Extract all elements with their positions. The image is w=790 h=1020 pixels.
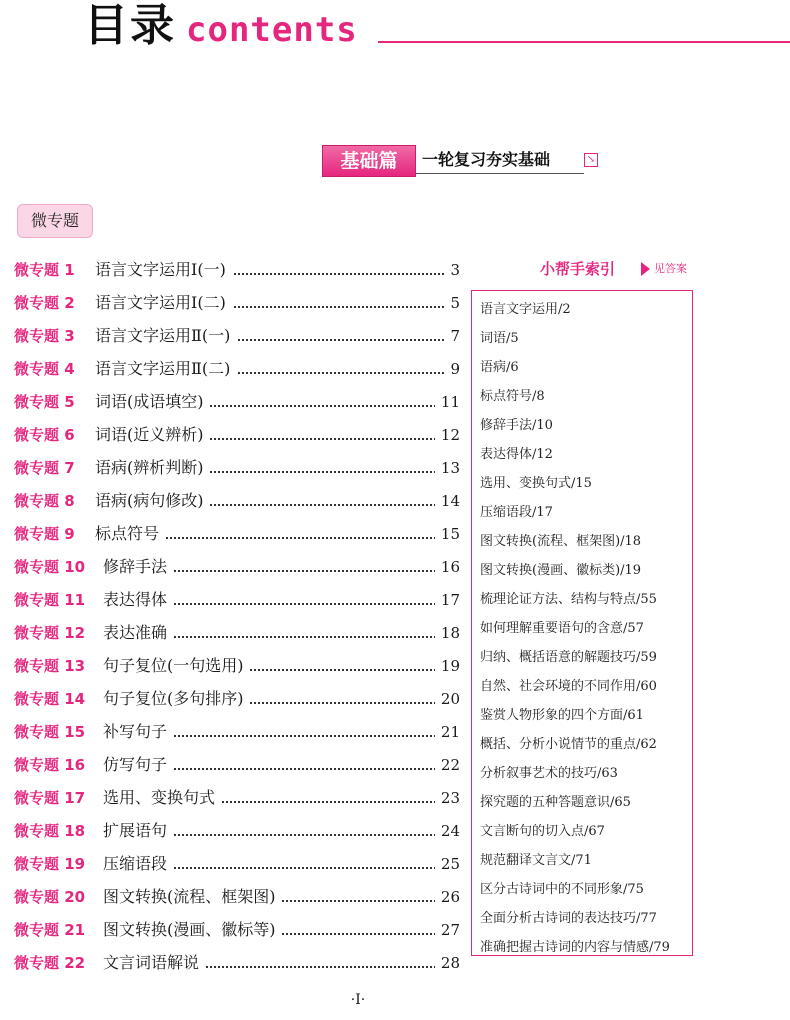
toc-number: 微专题 3 [14,327,75,345]
toc-title: 语病(辨析判断) [95,457,210,479]
toc-page: 22 [435,754,460,776]
toc-title: 图文转换(漫画、徽标等) [103,919,282,941]
helper-index-item[interactable]: 区分古诗词中的不同形象/75 [480,882,644,897]
toc-title: 表达得体 [103,589,173,611]
helper-index-item[interactable]: 压缩语段/17 [480,505,553,520]
toc-number: 微专题 12 [14,624,86,642]
section-banner [322,145,602,177]
toc-number: 微专题 11 [14,591,86,609]
toc-page: 13 [435,457,460,479]
toc-title: 词语(成语填空) [95,391,210,413]
toc-page: 12 [435,424,460,446]
toc-page: 28 [435,952,460,974]
toc-row[interactable] [14,389,460,422]
toc-number: 微专题 4 [14,360,75,378]
toc-row[interactable] [14,686,460,719]
helper-index-title: 小帮手索引 [540,260,616,278]
helper-index-item[interactable]: 图文转换(流程、框架图)/18 [480,534,642,549]
toc-row[interactable] [14,554,460,587]
page-header [0,0,790,60]
helper-index-item[interactable]: 文言断句的切入点/67 [480,824,605,839]
toc-number: 微专题 17 [14,789,86,807]
helper-index-item[interactable]: 语言文字运用/2 [480,302,571,317]
toc-title: 图文转换(流程、框架图) [103,886,282,908]
helper-index-item[interactable]: 修辞手法/10 [480,418,553,433]
toc-number: 微专题 13 [14,657,86,675]
toc-title: 修辞手法 [103,556,173,578]
helper-index-item[interactable]: 规范翻译文言文/71 [480,853,592,868]
helper-index-box [471,290,693,956]
toc-number: 微专题 15 [14,723,86,741]
toc-page: 19 [435,655,460,677]
helper-index-item[interactable]: 自然、社会环境的不同作用/60 [480,679,657,694]
toc-number: 微专题 21 [14,921,86,939]
toc-title: 句子复位(一句选用) [103,655,250,677]
toc-row[interactable] [14,521,460,554]
toc-title: 表达准确 [103,622,173,644]
toc-page: 5 [444,292,460,314]
toc-page: 15 [435,523,460,545]
toc-title: 选用、变换句式 [103,787,221,809]
see-answer-link[interactable] [641,261,687,277]
helper-index-item[interactable]: 选用、变换句式/15 [480,476,592,491]
toc-number: 微专题 1 [14,261,75,279]
page-number: ·Ⅰ· [350,992,366,1008]
toc-number: 微专题 16 [14,756,86,774]
toc-title: 语言文字运用Ⅱ(一) [95,325,236,347]
toc-title: 语病(病句修改) [95,490,210,512]
toc-row[interactable] [14,488,460,521]
toc-page: 3 [444,259,460,281]
section-subtitle: 一轮复习夯实基础 [422,150,551,169]
toc-page: 20 [435,688,460,710]
see-answer-label: 见答案 [654,262,687,275]
helper-index-item[interactable]: 表达得体/12 [480,447,553,462]
helper-index-item[interactable]: 语病/6 [480,360,519,375]
toc-title: 语言文字运用Ⅰ(一) [95,259,232,281]
play-arrow-icon [641,262,650,276]
page-title: 目录 [84,0,176,51]
toc-row[interactable] [14,851,460,884]
toc-title: 语言文字运用Ⅱ(二) [95,358,236,380]
toc-number: 微专题 14 [14,690,86,708]
helper-index-item[interactable]: 分析叙事艺术的技巧/63 [480,766,618,781]
toc-title: 词语(近义辨析) [95,424,210,446]
toc-page: 27 [435,919,460,941]
toc-page: 11 [435,391,460,413]
toc-row[interactable] [14,884,460,917]
helper-index-item[interactable]: 梳理论证方法、结构与特点/55 [480,592,657,607]
toc-number: 微专题 7 [14,459,75,477]
toc-page: 21 [435,721,460,743]
toc-number: 微专题 18 [14,822,86,840]
helper-index-item[interactable]: 概括、分析小说情节的重点/62 [480,737,657,752]
toc-title: 补写句子 [103,721,173,743]
toc-number: 微专题 10 [14,558,86,576]
toc-number: 微专题 22 [14,954,86,972]
header-rule [378,41,790,43]
helper-index-item[interactable]: 归纳、概括语意的解题技巧/59 [480,650,657,665]
helper-index-item[interactable]: 图文转换(漫画、徽标类)/19 [480,563,642,578]
toc-row[interactable] [14,257,460,290]
section-underline [416,173,584,174]
toc-number: 微专题 6 [14,426,75,444]
toc-row[interactable] [14,917,460,950]
toc-page: 26 [435,886,460,908]
toc-page: 16 [435,556,460,578]
toc-number: 微专题 2 [14,294,75,312]
toc-row[interactable] [14,356,460,389]
helper-index-item[interactable]: 词语/5 [480,331,519,346]
toc-page: 14 [435,490,460,512]
page-title-en: contents [186,10,358,50]
helper-index-item[interactable]: 鉴赏人物形象的四个方面/61 [480,708,644,723]
toc-title: 压缩语段 [103,853,173,875]
toc-title: 扩展语句 [103,820,173,842]
toc-row[interactable] [14,422,460,455]
toc-row[interactable] [14,752,460,785]
helper-index-item[interactable]: 探究题的五种答题意识/65 [480,795,631,810]
toc-row[interactable] [14,290,460,323]
toc-page: 7 [444,325,460,347]
toc-row[interactable] [14,818,460,851]
toc-page: 24 [435,820,460,842]
toc-row[interactable] [14,719,460,752]
toc-number: 微专题 5 [14,393,75,411]
toc-row[interactable] [14,785,460,818]
micro-topic-tag: 微专题 [17,204,93,238]
toc-row[interactable] [14,950,460,983]
helper-index-item[interactable]: 全面分析古诗词的表达技巧/77 [480,911,657,926]
toc-page: 18 [435,622,460,644]
toc-page: 25 [435,853,460,875]
helper-index-item[interactable]: 准确把握古诗词的内容与情感/79 [480,940,670,955]
toc-number: 微专题 19 [14,855,86,873]
toc-page: 9 [444,358,460,380]
toc-title: 语言文字运用Ⅰ(二) [95,292,232,314]
toc-row[interactable] [14,455,460,488]
helper-index-item[interactable]: 标点符号/8 [480,389,545,404]
helper-index-item[interactable]: 如何理解重要语句的含意/57 [480,621,644,636]
toc-title: 标点符号 [95,523,165,545]
toc-title: 文言词语解说 [103,952,205,974]
toc-list [14,257,460,983]
toc-title: 句子复位(多句排序) [103,688,250,710]
corner-arrow-icon: ↘ [584,153,598,167]
toc-page: 17 [435,589,460,611]
section-tag: 基础篇 [322,145,416,177]
toc-row[interactable] [14,587,460,620]
toc-title: 仿写句子 [103,754,173,776]
toc-row[interactable] [14,323,460,356]
toc-number: 微专题 20 [14,888,86,906]
toc-number: 微专题 8 [14,492,75,510]
toc-number: 微专题 9 [14,525,75,543]
toc-row[interactable] [14,620,460,653]
toc-page: 23 [435,787,460,809]
toc-row[interactable] [14,653,460,686]
